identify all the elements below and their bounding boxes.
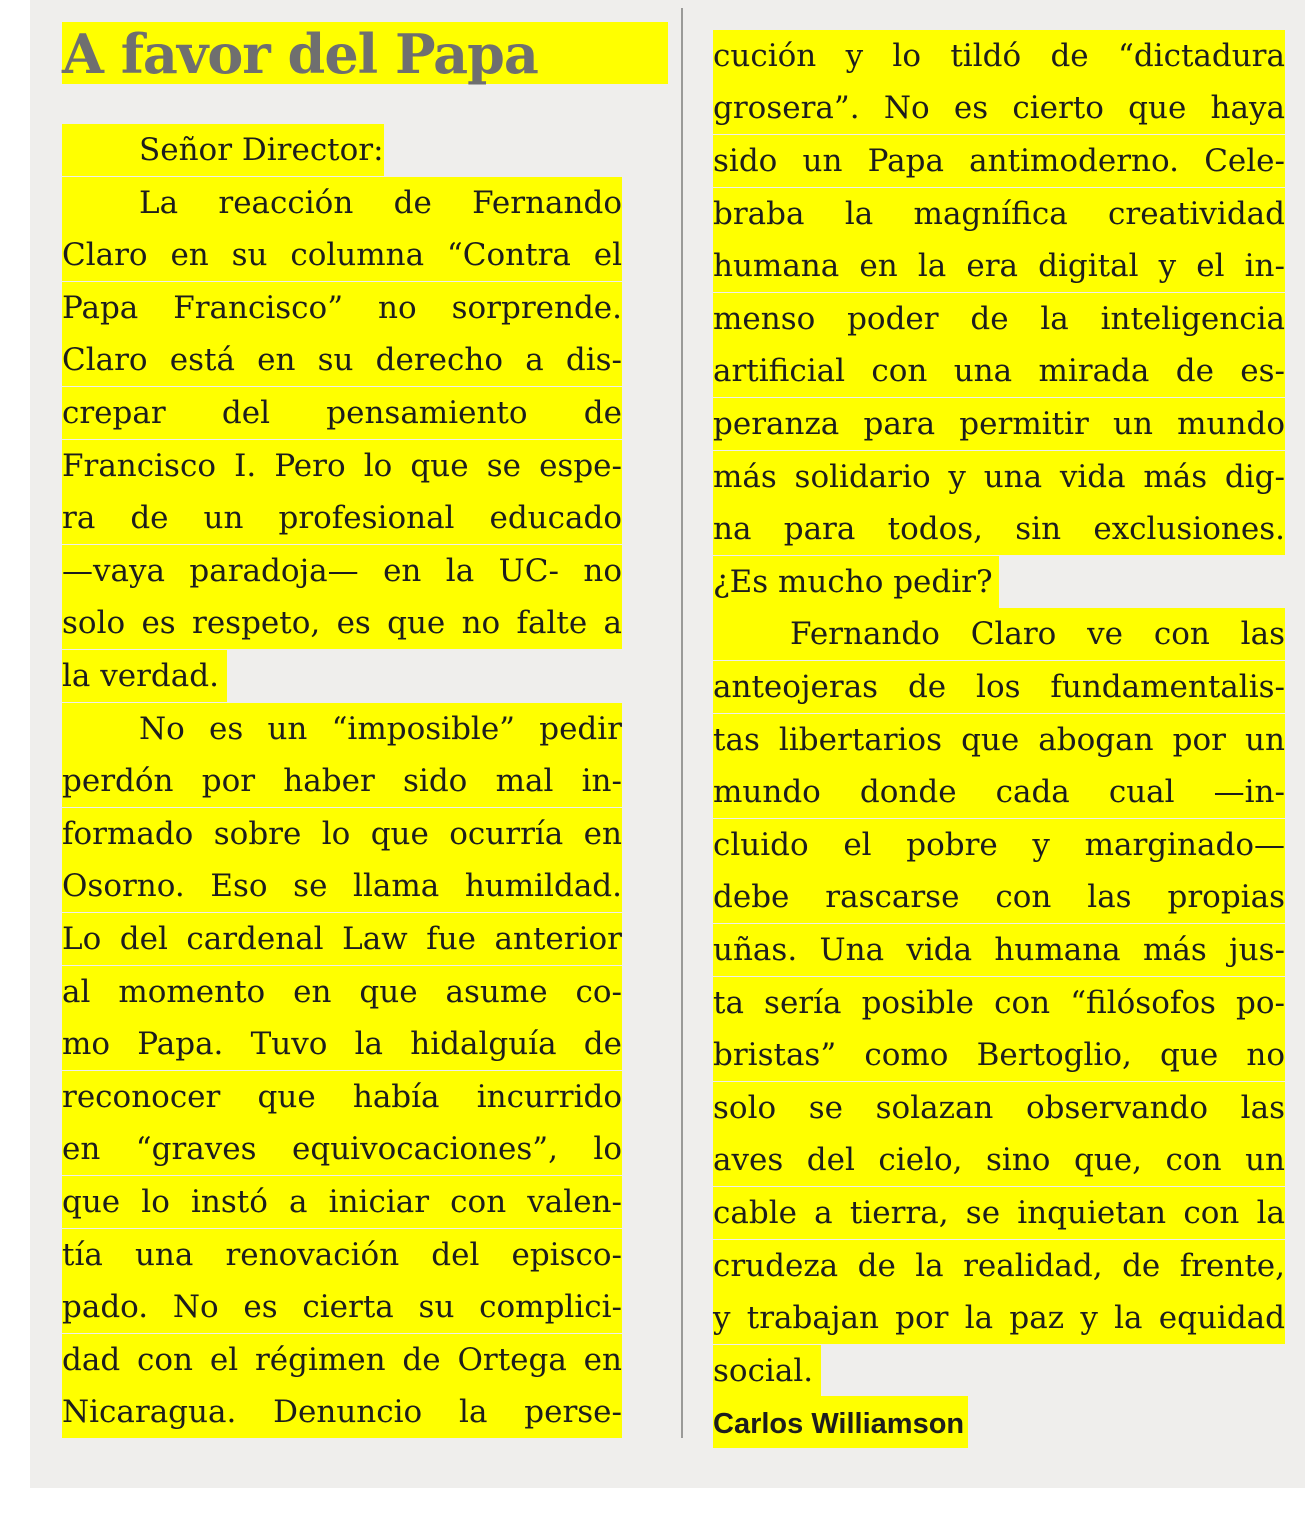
text-line: —vaya paradoja— en la UC- no bbox=[62, 545, 622, 597]
text-line: humana en la era digital y el in- bbox=[713, 240, 1285, 292]
text-line: en “graves equivocaciones”, lo bbox=[62, 1123, 622, 1175]
text-line: peranza para permitir un mundo bbox=[713, 398, 1285, 450]
text-line: social. bbox=[713, 1345, 821, 1397]
text-line: que lo instó a iniciar con valen- bbox=[62, 1176, 622, 1228]
text-line: sido un Papa antimoderno. Cele- bbox=[713, 135, 1285, 187]
text-line: braba la magnífica creatividad bbox=[713, 188, 1285, 240]
text-line: solo se solazan observando las bbox=[713, 1082, 1285, 1134]
text-line: crepar del pensamiento de bbox=[62, 387, 622, 439]
text-line: Claro en su columna “Contra el bbox=[62, 229, 622, 281]
text-line: al momento en que asume co- bbox=[62, 966, 622, 1018]
text-line: perdón por haber sido mal in- bbox=[62, 755, 622, 807]
text-line: Nicaragua. Denuncio la perse- bbox=[62, 1386, 622, 1438]
salutation: Señor Director: bbox=[62, 124, 384, 176]
column-divider bbox=[681, 8, 683, 1438]
text-line: anteojeras de los fundamentalis- bbox=[713, 661, 1285, 713]
text-line: bristas” como Bertoglio, que no bbox=[713, 1029, 1285, 1081]
text-line: más solidario y una vida más dig- bbox=[713, 451, 1285, 503]
text-line: ¿Es mucho pedir? bbox=[713, 556, 999, 608]
text-line: uñas. Una vida humana más jus- bbox=[713, 924, 1285, 976]
article-title: A favor del Papa bbox=[62, 22, 668, 84]
text-line: mo Papa. Tuvo la hidalguía de bbox=[62, 1018, 622, 1070]
text-line: ra de un profesional educado bbox=[62, 492, 622, 544]
text-line: cución y lo tildó de “dictadura bbox=[713, 30, 1285, 82]
text-line: menso poder de la inteligencia bbox=[713, 293, 1285, 345]
text-line: Francisco I. Pero lo que se espe- bbox=[62, 440, 622, 492]
text-line: solo es respeto, es que no falte a bbox=[62, 597, 622, 649]
text-line: crudeza de la realidad, de frente, bbox=[713, 1240, 1285, 1292]
text-line: formado sobre lo que ocurría en bbox=[62, 808, 622, 860]
text-line: aves del cielo, sino que, con un bbox=[713, 1134, 1285, 1186]
text-line: Lo del cardenal Law fue anterior bbox=[62, 913, 622, 965]
text-line: cable a tierra, se inquietan con la bbox=[713, 1187, 1285, 1239]
text-line: No es un “imposible” pedir bbox=[62, 703, 622, 755]
text-line: debe rascarse con las propias bbox=[713, 871, 1285, 923]
text-line: La reacción de Fernando bbox=[62, 177, 622, 229]
text-line: Claro está en su derecho a dis- bbox=[62, 334, 622, 386]
text-line: grosera”. No es cierto que haya bbox=[713, 82, 1285, 134]
text-line: na para todos, sin exclusiones. bbox=[713, 503, 1285, 555]
text-line: reconocer que había incurrido bbox=[62, 1071, 622, 1123]
text-line: pado. No es cierta su complici- bbox=[62, 1281, 622, 1333]
text-line: Osorno. Eso se llama humildad. bbox=[62, 860, 622, 912]
text-line: cluido el pobre y marginado— bbox=[713, 819, 1285, 871]
text-line: Papa Francisco” no sorprende. bbox=[62, 282, 622, 334]
text-line: tas libertarios que abogan por un bbox=[713, 714, 1285, 766]
text-line: ta sería posible con “filósofos po- bbox=[713, 977, 1285, 1029]
text-line: la verdad. bbox=[62, 650, 227, 702]
text-line: mundo donde cada cual —in- bbox=[713, 766, 1285, 818]
text-line: y trabajan por la paz y la equidad bbox=[713, 1292, 1285, 1344]
text-line: dad con el régimen de Ortega en bbox=[62, 1334, 622, 1386]
text-line: artificial con una mirada de es- bbox=[713, 345, 1285, 397]
text-line: Fernando Claro ve con las bbox=[713, 608, 1285, 660]
text-line: tía una renovación del episco- bbox=[62, 1229, 622, 1281]
author-signature: Carlos Williamson bbox=[713, 1396, 968, 1448]
